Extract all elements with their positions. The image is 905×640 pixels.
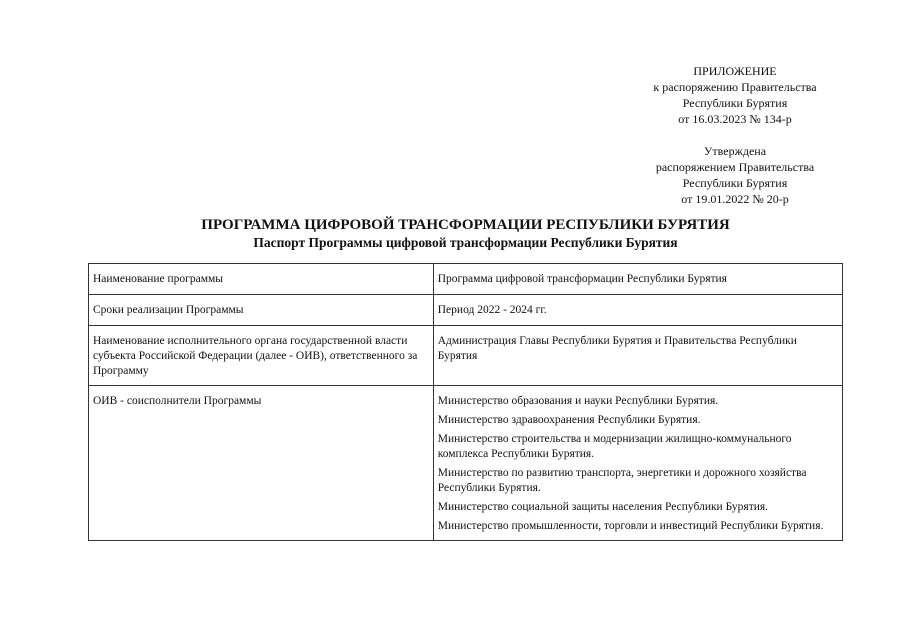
list-item: Министерство образования и науки Республики Бурятия.	[437, 395, 719, 407]
row-value: Период 2022 - 2024 гг.	[433, 295, 842, 326]
ministry-list	[433, 386, 842, 541]
list-item: Министерство промышленности, торговли и инвестиций Республики Бурятия.	[437, 520, 824, 532]
document-subtitle: Паспорт Программы цифровой трансформации Республики Бурятия	[253, 235, 678, 250]
list-item: Министерство здравоохранения Республики Бурятия.	[437, 414, 701, 426]
document-title: ПРОГРАММА ЦИФРОВОЙ ТРАНСФОРМАЦИИ РЕСПУБЛИКИ БУРЯТИЯ	[201, 217, 730, 233]
list-item: Министерство строительства и модернизации жилищно-коммунального комплекса Республики Бурятия.	[437, 433, 792, 460]
approved-title: Утверждена	[703, 144, 767, 158]
approved-date: от 19.01.2022 № 20-р	[681, 192, 789, 206]
appendix-line: к распоряжению Правительства	[653, 80, 817, 94]
table-row	[89, 295, 843, 326]
row-label: Наименование программы	[89, 264, 434, 295]
list-item: Министерство социальной защиты населения Республики Бурятия.	[437, 501, 769, 513]
approved-line: Республики Бурятия	[682, 176, 788, 190]
row-label: ОИВ - соисполнители Программы	[89, 386, 434, 541]
approved-line: распоряжением Правительства	[655, 160, 815, 174]
row-label: Сроки реализации Программы	[89, 295, 434, 326]
passport-table	[88, 263, 843, 541]
spacer	[600, 127, 870, 143]
row-label: Наименование исполнительного органа государственной власти субъекта Российской Федерации (далее - ОИВ), ответственного за Программу	[89, 326, 434, 386]
row-value: Администрация Главы Республики Бурятия и Правительства Республики Бурятия	[433, 326, 842, 386]
list-item: Министерство по развитию транспорта, энергетики и дорожного хозяйства Республики Бурятия.	[437, 467, 807, 494]
document-heading	[88, 216, 843, 251]
approval-block	[600, 63, 870, 207]
appendix-date: от 16.03.2023 № 134-р	[678, 112, 792, 126]
appendix-line: Республики Бурятия	[682, 96, 788, 110]
row-value: Программа цифровой трансформации Республики Бурятия	[433, 264, 842, 295]
appendix-title: ПРИЛОЖЕНИЕ	[693, 64, 777, 78]
table-row	[89, 264, 843, 295]
table-row	[89, 326, 843, 386]
table-row	[89, 386, 843, 541]
